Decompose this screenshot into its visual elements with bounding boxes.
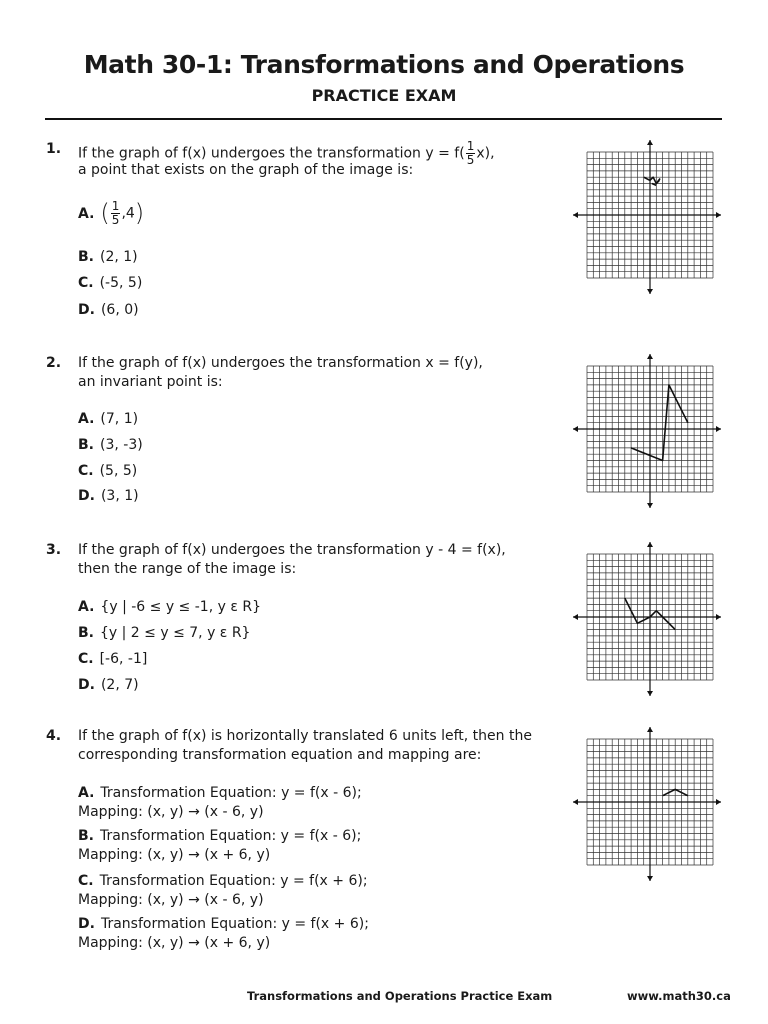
option-d[interactable] <box>78 676 139 695</box>
option-text: {y | 2 ≤ y ≤ 7, y ε R} <box>100 625 251 641</box>
option-label: C. <box>78 873 94 889</box>
graph-q2 <box>571 352 723 510</box>
option-label: C. <box>78 463 94 479</box>
y-axis-arrow-down <box>647 503 653 508</box>
question-2 <box>46 354 546 514</box>
fraction <box>466 140 476 167</box>
x-axis-arrow-left <box>573 426 578 432</box>
option-d[interactable] <box>78 915 369 953</box>
option-label: B. <box>78 828 94 844</box>
option-c[interactable] <box>78 872 368 910</box>
fraction-denominator: 5 <box>111 213 120 227</box>
x-axis-arrow-left <box>573 614 578 620</box>
option-label: C. <box>78 275 94 291</box>
question-text <box>78 354 548 392</box>
option-b[interactable] <box>78 827 361 865</box>
option-label: A. <box>78 411 95 427</box>
option-label: A. <box>78 205 95 222</box>
option-text: Transformation Equation: y = f(x - 6); <box>100 785 362 801</box>
y-axis-arrow-down <box>647 876 653 881</box>
option-label: D. <box>78 302 95 318</box>
page-subtitle: PRACTICE EXAM <box>311 86 457 105</box>
question-text-line1: If the graph of f(x) is horizontally translated 6 units left, then the <box>78 728 532 744</box>
option-label: D. <box>78 916 95 932</box>
y-axis-arrow-up <box>647 542 653 547</box>
option-text: Transformation Equation: y = f(x + 6); <box>99 873 368 889</box>
option-label: B. <box>78 249 94 265</box>
graph-q3 <box>571 540 723 698</box>
option-d[interactable] <box>78 487 139 506</box>
footer-title: Transformations and Operations Practice Exam <box>247 989 553 1003</box>
option-label: A. <box>78 599 95 615</box>
question-text-line1: If the graph of f(x) undergoes the transformation x = f(y), <box>78 355 483 371</box>
option-text: (7, 1) <box>100 411 139 427</box>
question-number: 3. <box>46 542 62 558</box>
question-text-line2: corresponding transformation equation and mapping are: <box>78 747 482 763</box>
option-d[interactable] <box>78 301 139 320</box>
option-b[interactable] <box>78 624 250 643</box>
option-text: [-6, -1] <box>99 651 148 667</box>
question-number: 2. <box>46 355 62 371</box>
question-number: 1. <box>46 141 62 157</box>
option-mapping: Mapping: (x, y) → (x + 6, y) <box>78 935 271 951</box>
option-text: (5, 5) <box>99 463 138 479</box>
question-text-line1: If the graph of f(x) undergoes the transformation y - 4 = f(x), <box>78 542 506 558</box>
option-mapping: Mapping: (x, y) → (x + 6, y) <box>78 847 271 863</box>
option-label: D. <box>78 488 95 504</box>
option-label: A. <box>78 785 95 801</box>
option-text: (3, 1) <box>100 488 139 504</box>
close-paren: ) <box>134 199 145 227</box>
option-label: C. <box>78 651 94 667</box>
y-axis-arrow-up <box>647 354 653 359</box>
question-text <box>78 140 548 186</box>
option-a[interactable] <box>78 784 362 822</box>
question-text-line2: a point that exists on the graph of the image is: <box>78 162 414 178</box>
y-axis-arrow-down <box>647 289 653 294</box>
x-axis-arrow-right <box>716 799 721 805</box>
option-text: (3, -3) <box>100 437 143 453</box>
option-mapping: Mapping: (x, y) → (x - 6, y) <box>78 804 264 820</box>
x-axis-arrow-left <box>573 212 578 218</box>
option-c[interactable] <box>78 274 142 293</box>
question-1 <box>46 140 546 330</box>
y-axis-arrow-up <box>647 140 653 145</box>
option-text: (6, 0) <box>100 302 139 318</box>
option-text: {y | -6 ≤ y ≤ -1, y ε R} <box>100 599 261 615</box>
fraction-numerator: 1 <box>466 139 475 153</box>
question-text-part: If the graph of f(x) undergoes the transformation y = f( <box>78 145 465 162</box>
option-a[interactable] <box>78 598 261 617</box>
page-title: Math 30-1: Transformations and Operations <box>83 50 685 79</box>
question-text <box>78 727 558 765</box>
header-divider <box>45 118 722 120</box>
option-text: Transformation Equation: y = f(x - 6); <box>100 828 362 844</box>
x-axis-arrow-left <box>573 799 578 805</box>
option-text: (2, 1) <box>100 249 138 265</box>
option-label: D. <box>78 677 95 693</box>
question-3 <box>46 541 546 701</box>
question-4 <box>46 727 546 957</box>
fraction <box>111 200 121 227</box>
x-axis-arrow-right <box>716 426 721 432</box>
option-b[interactable] <box>78 436 143 455</box>
option-text: Transformation Equation: y = f(x + 6); <box>100 916 369 932</box>
option-b[interactable] <box>78 248 138 267</box>
question-text <box>78 541 548 579</box>
option-text: (-5, 5) <box>99 275 143 291</box>
graph-q1 <box>571 138 723 296</box>
option-mapping: Mapping: (x, y) → (x - 6, y) <box>78 892 264 908</box>
option-a[interactable] <box>78 200 144 227</box>
question-text-line2: an invariant point is: <box>78 374 223 390</box>
y-axis-arrow-down <box>647 691 653 696</box>
graph-q4 <box>571 725 723 883</box>
option-text: (2, 7) <box>100 677 139 693</box>
x-axis-arrow-right <box>716 614 721 620</box>
option-label: B. <box>78 625 94 641</box>
y-axis-arrow-up <box>647 727 653 732</box>
question-text-part: x), <box>476 145 495 162</box>
option-c[interactable] <box>78 650 147 669</box>
question-text-line2: then the range of the image is: <box>78 561 297 577</box>
option-text: ,4 <box>121 205 135 222</box>
open-paren: ( <box>100 199 110 227</box>
option-a[interactable] <box>78 410 138 429</box>
option-c[interactable] <box>78 462 137 481</box>
fraction-denominator: 5 <box>466 153 475 167</box>
x-axis-arrow-right <box>716 212 721 218</box>
question-number: 4. <box>46 728 62 744</box>
option-label: B. <box>78 437 94 453</box>
footer-url[interactable]: www.math30.ca <box>627 989 731 1003</box>
fraction-numerator: 1 <box>111 199 120 213</box>
